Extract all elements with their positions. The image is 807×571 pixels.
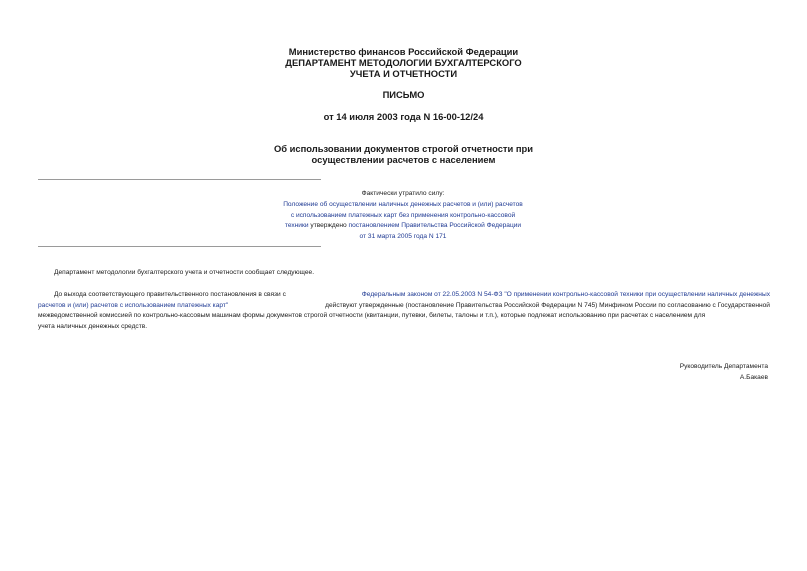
government-decree-link[interactable]: постановлением Правительства Российской Федерации [348,222,522,230]
federal-law-link-cont[interactable]: расчетов и (или) расчетов с использованием платежных карт" [38,301,229,309]
repeal-link-line3[interactable]: техники [284,222,309,230]
document-date-label: от 14 июля 2003 года N 16-00-12/24 [323,111,484,122]
status-caption: Фактически утратило силу: [361,190,445,197]
divider-top [38,179,321,180]
department-name-line1: ДЕПАРТАМЕНТ МЕТОДОЛОГИИ БУХГАЛТЕРСКОГО [285,57,522,68]
signature-block [680,361,768,383]
main-paragraph-line2 [38,301,770,312]
government-decree-link-date[interactable]: от 31 марта 2005 года N 171 [359,233,447,241]
intro-paragraph [38,268,770,279]
main-paragraph-line4: учета наличных денежных средств. [38,322,148,330]
main-text-start: До выхода соответствующего правительственного постановления в связи с [54,291,286,298]
signatory-name: А.Бакаев [739,374,768,381]
status-connector-text: утверждено [308,222,349,230]
document-date [0,111,807,122]
document-title-line2: осуществлении расчетов с населением [311,154,496,165]
department-name-line2: УЧЕТА И ОТЧЕТНОСТИ [349,68,458,79]
federal-law-link[interactable]: Федеральным законом от 22.05.2003 N 54-ФЗ "О применении контрольно-кассовой техники при осуществлении наличных денежных [361,291,770,298]
repeal-link-line1[interactable]: Положение об осуществлении наличных денежных расчетов и (или) расчетов [283,200,523,208]
signatory-position: Руководитель Департамента [679,363,768,370]
main-paragraph [38,290,770,332]
document-title [0,143,807,165]
issuer-block [0,46,807,79]
intro-text: Департамент методологии бухгалтерского учета и отчетности сообщает следующее. [54,269,315,276]
main-paragraph-line1 [38,290,770,301]
ministry-name: Министерство финансов Российской Федерации [288,46,519,57]
document-title-line1: Об использовании документов строгой отчетности при [273,143,534,154]
repeal-link-line2[interactable]: с использованием платежных карт без применения контрольно-кассовой [290,211,516,219]
document-type-label: ПИСЬМО [382,89,425,100]
document-type [0,89,807,100]
main-paragraph-line3: межведомственной комиссией по контрольно-кассовым машинам формы документов строгой отчетности (квитанции, путевки, билеты, талоны и т.п.), которые подлежат использованию при расчетах с населением для [38,312,706,320]
divider-bottom [38,246,321,247]
status-note [250,189,556,243]
main-text-cont: действуют утвержденные (постановление Правительства Российской Федерации N 745) Минфином России по согласованию с Государственной [325,301,770,309]
